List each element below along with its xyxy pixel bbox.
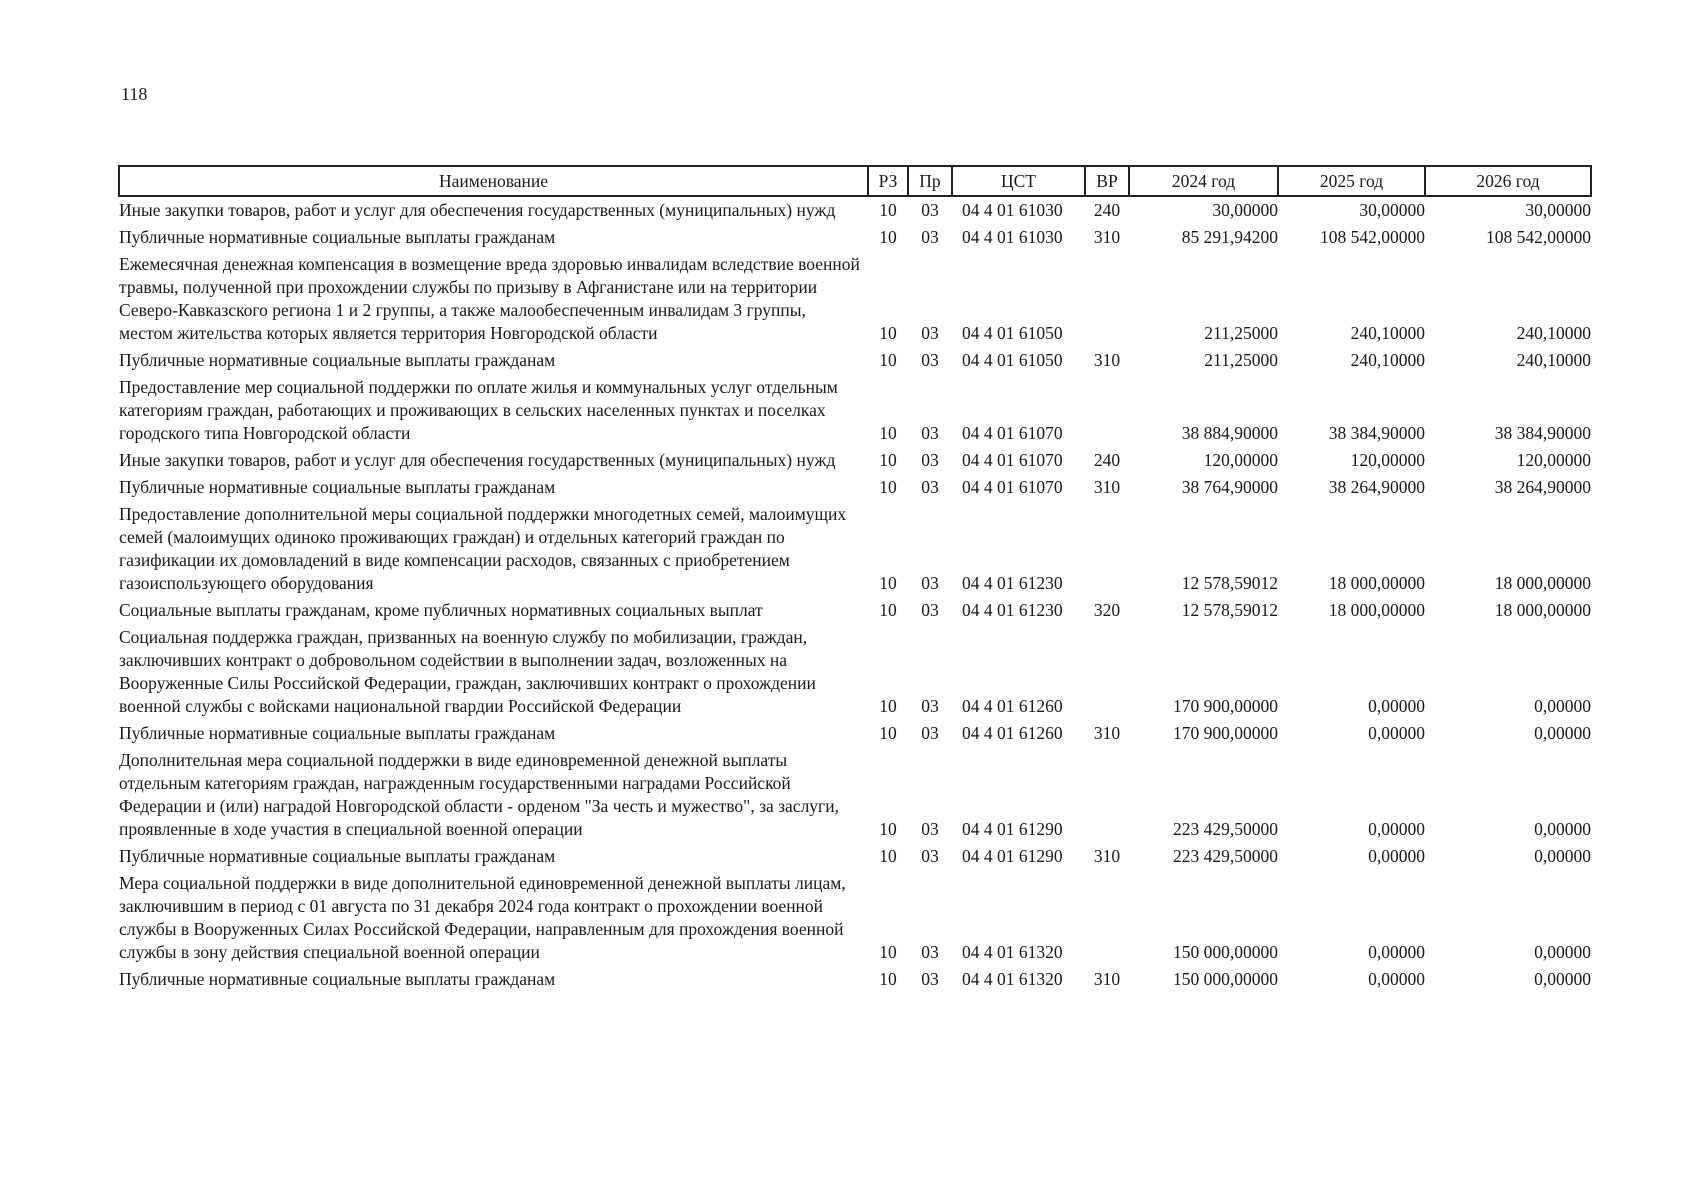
cell-vr <box>1085 870 1129 966</box>
header-rz: РЗ <box>868 166 908 196</box>
cell-y2026: 0,00000 <box>1534 969 1591 989</box>
header-2024: 2024 год <box>1129 166 1278 196</box>
cell-pr: 03 <box>921 723 939 743</box>
cell-y2024: 120,00000 <box>1203 450 1278 470</box>
cell-cst: 04 4 01 61320 <box>962 942 1063 962</box>
page-number: 118 <box>121 84 148 104</box>
cell-y2026: 0,00000 <box>1534 846 1591 866</box>
cell-y2024: 150 000,00000 <box>1173 969 1278 989</box>
cell-pr: 03 <box>921 942 939 962</box>
cell-cst: 04 4 01 61050 <box>962 323 1063 343</box>
cell-vr: 310 <box>1093 969 1121 989</box>
cell-pr: 03 <box>921 323 939 343</box>
cell-y2026: 18 000,00000 <box>1494 600 1591 620</box>
cell-y2025: 0,00000 <box>1368 969 1425 989</box>
header-pr: Пр <box>908 166 952 196</box>
cell-pr: 03 <box>921 846 939 866</box>
cell-vr <box>1085 501 1129 597</box>
cell-y2024: 12 578,59012 <box>1181 600 1278 620</box>
cell-y2024: 38 764,90000 <box>1181 477 1278 497</box>
table-row <box>119 747 1591 843</box>
table-header <box>119 166 1591 196</box>
cell-vr: 310 <box>1093 477 1121 497</box>
cell-y2026: 0,00000 <box>1534 819 1591 839</box>
cell-rz: 10 <box>879 723 897 743</box>
cell-vr: 320 <box>1093 600 1121 620</box>
table-row <box>119 597 1591 624</box>
cell-y2026: 30,00000 <box>1525 200 1591 220</box>
cell-pr: 03 <box>921 423 939 443</box>
cell-y2026: 240,10000 <box>1516 323 1591 343</box>
cell-rz: 10 <box>879 450 897 470</box>
cell-rz: 10 <box>879 969 897 989</box>
cell-pr: 03 <box>921 819 939 839</box>
cell-y2024: 30,00000 <box>1212 200 1278 220</box>
cell-cst: 04 4 01 61070 <box>962 477 1063 497</box>
cell-rz: 10 <box>879 942 897 962</box>
cell-name: Публичные нормативные социальные выплаты гражданам <box>119 846 556 866</box>
cell-name: Мера социальной поддержки в виде дополнительной единовременной денежной выплаты лицам, заключившим в период с 01 августа по 31 декабря 2024 года контракт о прохождении военной службы в Вооруженных Силах Российской Федерации, направленным для прохождения военной службы в зону действия специальной военной операции <box>119 873 846 962</box>
cell-cst: 04 4 01 61230 <box>962 600 1063 620</box>
header-2026: 2026 год <box>1425 166 1591 196</box>
table-row <box>119 843 1591 870</box>
cell-rz: 10 <box>879 423 897 443</box>
header-cst: ЦСТ <box>952 166 1085 196</box>
table-row <box>119 474 1591 501</box>
cell-rz: 10 <box>879 600 897 620</box>
cell-pr: 03 <box>921 450 939 470</box>
cell-name: Публичные нормативные социальные выплаты гражданам <box>119 350 556 370</box>
cell-vr: 240 <box>1093 200 1121 220</box>
table-row <box>119 501 1591 597</box>
cell-cst: 04 4 01 61070 <box>962 423 1063 443</box>
cell-y2024: 223 429,50000 <box>1173 819 1278 839</box>
cell-cst: 04 4 01 61290 <box>962 819 1063 839</box>
cell-rz: 10 <box>879 846 897 866</box>
cell-cst: 04 4 01 61030 <box>962 227 1063 247</box>
table-row <box>119 720 1591 747</box>
cell-cst: 04 4 01 61290 <box>962 846 1063 866</box>
cell-y2025: 30,00000 <box>1359 200 1425 220</box>
cell-y2026: 0,00000 <box>1534 942 1591 962</box>
cell-name: Иные закупки товаров, работ и услуг для обеспечения государственных (муниципальных) нужд <box>119 450 836 470</box>
cell-vr <box>1085 251 1129 347</box>
cell-y2024: 85 291,94200 <box>1181 227 1278 247</box>
cell-pr: 03 <box>921 350 939 370</box>
table-row <box>119 196 1591 224</box>
cell-vr <box>1085 624 1129 720</box>
cell-pr: 03 <box>921 600 939 620</box>
table-row <box>119 624 1591 720</box>
budget-table <box>118 165 1592 993</box>
cell-y2025: 0,00000 <box>1368 723 1425 743</box>
cell-rz: 10 <box>879 227 897 247</box>
header-name: Наименование <box>119 166 868 196</box>
cell-y2025: 18 000,00000 <box>1328 600 1425 620</box>
cell-y2024: 211,25000 <box>1204 323 1278 343</box>
header-2025: 2025 год <box>1278 166 1425 196</box>
cell-rz: 10 <box>879 819 897 839</box>
cell-vr: 310 <box>1093 227 1121 247</box>
cell-y2025: 240,10000 <box>1350 350 1425 370</box>
cell-vr: 310 <box>1093 846 1121 866</box>
cell-name: Предоставление дополнительной меры социальной поддержки многодетных семей, малоимущих семей (малоимущих одиноко проживающих граждан) и отдельных категорий граждан по газификации их домовладений в виде компенсации расходов, связанных с приобретением газоиспользующего оборудования <box>119 504 847 593</box>
cell-cst: 04 4 01 61070 <box>962 450 1063 470</box>
cell-name: Иные закупки товаров, работ и услуг для обеспечения государственных (муниципальных) нужд <box>119 200 836 220</box>
cell-y2025: 120,00000 <box>1350 450 1425 470</box>
table-row <box>119 966 1591 993</box>
cell-pr: 03 <box>921 227 939 247</box>
cell-y2026: 120,00000 <box>1516 450 1591 470</box>
header-vr: ВР <box>1085 166 1129 196</box>
cell-y2024: 38 884,90000 <box>1181 423 1278 443</box>
cell-y2026: 38 264,90000 <box>1494 477 1591 497</box>
cell-y2025: 18 000,00000 <box>1328 573 1425 593</box>
cell-y2025: 38 264,90000 <box>1328 477 1425 497</box>
cell-y2024: 170 900,00000 <box>1173 696 1278 716</box>
cell-pr: 03 <box>921 477 939 497</box>
cell-rz: 10 <box>879 573 897 593</box>
cell-vr <box>1085 747 1129 843</box>
cell-pr: 03 <box>921 573 939 593</box>
cell-y2025: 0,00000 <box>1368 942 1425 962</box>
cell-y2026: 38 384,90000 <box>1494 423 1591 443</box>
cell-y2025: 0,00000 <box>1368 846 1425 866</box>
table-row <box>119 447 1591 474</box>
cell-vr: 310 <box>1093 723 1121 743</box>
cell-name: Ежемесячная денежная компенсация в возмещение вреда здоровью инвалидам вследствие военной травмы, полученной при прохождении службы по призыву в Афганистане или на территории Северо-Кавказского региона 1 и 2 группы, а также малообеспеченным инвалидам 3 группы, местом жительства которых является территория Новгородской области <box>119 254 860 343</box>
table-row <box>119 347 1591 374</box>
cell-rz: 10 <box>879 323 897 343</box>
cell-name: Публичные нормативные социальные выплаты гражданам <box>119 969 556 989</box>
cell-pr: 03 <box>921 696 939 716</box>
cell-y2024: 211,25000 <box>1204 350 1278 370</box>
cell-rz: 10 <box>879 350 897 370</box>
cell-cst: 04 4 01 61230 <box>962 573 1063 593</box>
cell-name: Социальная поддержка граждан, призванных на военную службу по мобилизации, граждан, заключивших контракт о добровольном содействии в выполнении задач, возложенных на Вооруженные Силы Российской Федерации, граждан, заключивших контракт о прохождении военной службы с войсками национальной гвардии Российской Федерации <box>119 627 816 716</box>
cell-rz: 10 <box>879 696 897 716</box>
cell-rz: 10 <box>879 477 897 497</box>
cell-y2025: 240,10000 <box>1350 323 1425 343</box>
cell-name: Дополнительная мера социальной поддержки в виде единовременной денежной выплаты отдельным категориям граждан, награжденным государственными наградами Российской Федерации и (или) наградой Новгородской области - орденом "За честь и мужество", за заслуги, проявленные в ходе участия в специальной военной операции <box>119 750 839 839</box>
cell-y2024: 150 000,00000 <box>1173 942 1278 962</box>
cell-name: Социальные выплаты гражданам, кроме публичных нормативных социальных выплат <box>119 600 763 620</box>
cell-y2026: 0,00000 <box>1534 723 1591 743</box>
cell-y2025: 0,00000 <box>1368 819 1425 839</box>
cell-cst: 04 4 01 61320 <box>962 969 1063 989</box>
cell-vr: 310 <box>1093 350 1121 370</box>
cell-cst: 04 4 01 61260 <box>962 723 1063 743</box>
cell-vr <box>1085 374 1129 447</box>
cell-y2026: 0,00000 <box>1534 696 1591 716</box>
table-row <box>119 251 1591 347</box>
cell-y2024: 12 578,59012 <box>1181 573 1278 593</box>
cell-pr: 03 <box>921 969 939 989</box>
cell-cst: 04 4 01 61050 <box>962 350 1063 370</box>
cell-name: Публичные нормативные социальные выплаты гражданам <box>119 723 556 743</box>
table-row <box>119 224 1591 251</box>
cell-cst: 04 4 01 61260 <box>962 696 1063 716</box>
cell-pr: 03 <box>921 200 939 220</box>
table-row <box>119 870 1591 966</box>
cell-y2024: 170 900,00000 <box>1173 723 1278 743</box>
table-body <box>119 196 1591 993</box>
cell-y2026: 108 542,00000 <box>1486 227 1591 247</box>
cell-vr: 240 <box>1093 450 1121 470</box>
table-row <box>119 374 1591 447</box>
cell-name: Публичные нормативные социальные выплаты гражданам <box>119 477 556 497</box>
cell-name: Предоставление мер социальной поддержки по оплате жилья и коммунальных услуг отдельным категориям граждан, работающих и проживающих в сельских населенных пунктах и поселках городского типа Новгородской области <box>119 377 838 443</box>
cell-y2024: 223 429,50000 <box>1173 846 1278 866</box>
cell-y2025: 0,00000 <box>1368 696 1425 716</box>
cell-y2026: 18 000,00000 <box>1494 573 1591 593</box>
cell-y2025: 38 384,90000 <box>1328 423 1425 443</box>
cell-y2025: 108 542,00000 <box>1320 227 1425 247</box>
cell-rz: 10 <box>879 200 897 220</box>
cell-y2026: 240,10000 <box>1516 350 1591 370</box>
cell-cst: 04 4 01 61030 <box>962 200 1063 220</box>
cell-name: Публичные нормативные социальные выплаты гражданам <box>119 227 556 247</box>
